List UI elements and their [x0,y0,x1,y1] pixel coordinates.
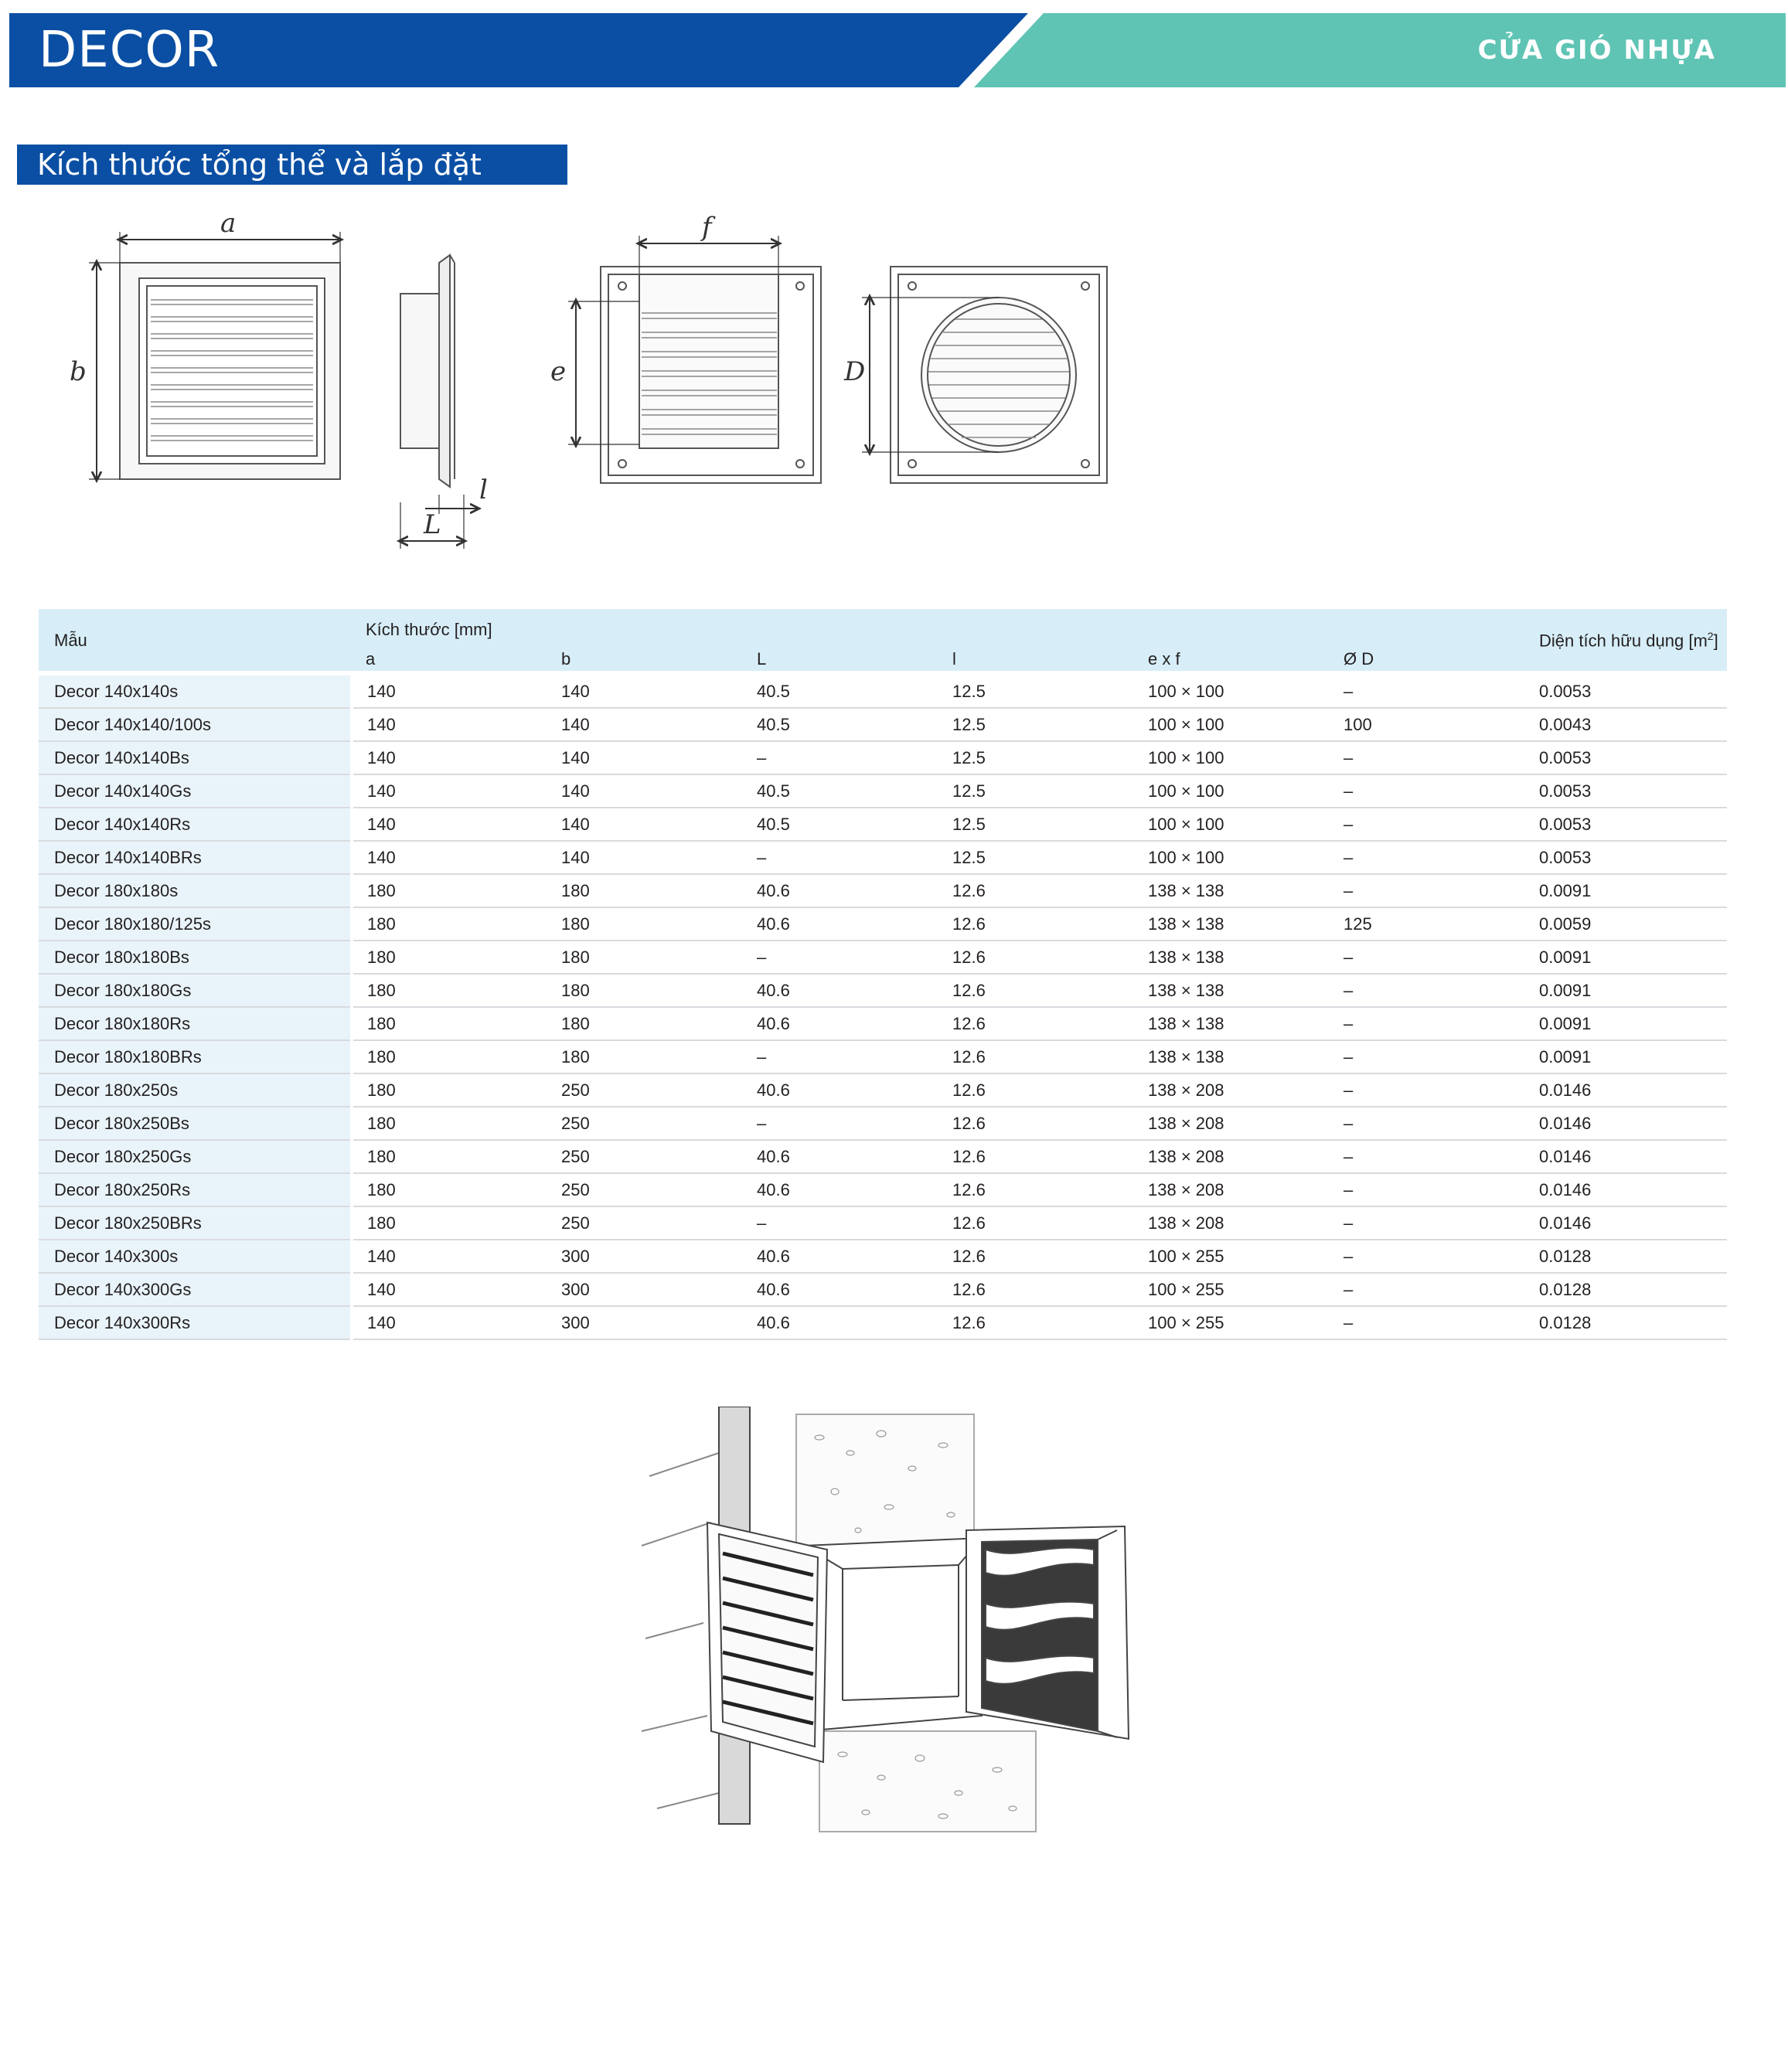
cell-d: 100 [1330,708,1525,741]
dim-label-a: a [220,209,237,239]
table-row [39,808,1727,841]
cell-a: 180 [352,1173,547,1206]
cell-L: 40.6 [743,1173,938,1206]
cell-L: 40.6 [743,907,938,941]
col-header-area-sup: 2 [1707,630,1714,643]
cell-a: 180 [352,1206,547,1240]
cell-L: 40.6 [743,974,938,1007]
cell-d: – [1330,774,1525,808]
cell-area: 0.0146 [1525,1107,1727,1140]
table-row [39,907,1727,941]
cell-model: Decor 180x250Bs [39,1107,352,1140]
cell-model: Decor 140x140BRs [39,841,352,874]
table-row [39,708,1727,741]
cell-a: 140 [352,841,547,874]
cell-a: 140 [352,708,547,741]
cell-d: – [1330,841,1525,874]
cell-model: Decor 140x140Bs [39,741,352,774]
cell-d: – [1330,1140,1525,1173]
cell-model: Decor 180x180Bs [39,941,352,974]
col-header-group: Kích thước [mm] [366,620,492,639]
col-header-area-close: ] [1713,631,1718,651]
cell-area: 0.0146 [1525,1206,1727,1240]
cell-L: 40.6 [743,874,938,907]
cell-area: 0.0053 [1525,808,1727,841]
col-header-l: l [952,649,956,669]
cell-exf: 100 × 255 [1134,1306,1330,1339]
cell-L: 40.5 [743,808,938,841]
col-header-a: a [366,649,376,669]
cell-a: 140 [352,808,547,841]
cell-L: 40.5 [743,774,938,808]
dim-label-l: l [479,475,488,505]
cell-a: 180 [352,907,547,941]
cell-L: 40.6 [743,1007,938,1040]
cell-area: 0.0091 [1525,941,1727,974]
cell-d: – [1330,1306,1525,1339]
cell-area: 0.0146 [1525,1073,1727,1107]
table-row [39,1140,1727,1173]
cell-model: Decor 140x300Rs [39,1306,352,1339]
cell-b: 250 [547,1107,743,1140]
col-header-L: L [757,649,767,669]
table-row [39,673,1727,708]
table-row [39,741,1727,774]
cell-b: 180 [547,1007,743,1040]
table-row [39,841,1727,874]
cell-d: – [1330,974,1525,1007]
cell-area: 0.0128 [1525,1306,1727,1339]
cell-area: 0.0091 [1525,874,1727,907]
table-header [39,609,1727,673]
cell-area: 0.0146 [1525,1140,1727,1173]
dim-label-b: b [70,356,87,387]
cell-l: 12.6 [938,874,1134,907]
cell-a: 140 [352,1306,547,1339]
cell-l: 12.6 [938,907,1134,941]
cell-model: Decor 140x300s [39,1240,352,1273]
cell-l: 12.5 [938,708,1134,741]
cell-exf: 138 × 208 [1134,1173,1330,1206]
section-title-bar [17,145,567,185]
cell-L: 40.6 [743,1240,938,1273]
section-title: Kích thước tổng thể và lắp đặt [37,148,482,182]
cell-a: 140 [352,1273,547,1306]
cell-L: – [743,841,938,874]
round-view-drawing [862,267,1107,483]
cell-exf: 138 × 138 [1134,874,1330,907]
cell-l: 12.6 [938,1040,1134,1073]
header-banner [9,13,1786,87]
cell-l: 12.5 [938,841,1134,874]
cell-a: 180 [352,1007,547,1040]
cell-b: 300 [547,1306,743,1339]
cell-area: 0.0053 [1525,774,1727,808]
cell-l: 12.6 [938,1306,1134,1339]
cell-a: 140 [352,1240,547,1273]
cell-area: 0.0128 [1525,1273,1727,1306]
cell-b: 250 [547,1173,743,1206]
cell-l: 12.5 [938,741,1134,774]
cell-exf: 138 × 208 [1134,1107,1330,1140]
table-body [39,673,1727,1339]
cell-l: 12.6 [938,974,1134,1007]
cell-b: 140 [547,673,743,708]
table-row [39,1206,1727,1240]
col-header-area-text: Diện tích hữu dụng [m [1539,631,1708,651]
cell-l: 12.6 [938,1273,1134,1306]
cell-b: 180 [547,907,743,941]
installation-svg [634,1407,1136,1839]
table-row [39,1040,1727,1073]
cell-d: – [1330,1040,1525,1073]
cell-b: 140 [547,808,743,841]
cell-model: Decor 180x180Rs [39,1007,352,1040]
cell-l: 12.6 [938,941,1134,974]
col-header-b: b [561,649,571,669]
cell-L: 40.6 [743,1140,938,1173]
cell-l: 12.5 [938,808,1134,841]
cell-exf: 138 × 208 [1134,1140,1330,1173]
cell-L: 40.6 [743,1306,938,1339]
cell-L: 40.6 [743,1273,938,1306]
cell-b: 140 [547,841,743,874]
cell-d: – [1330,941,1525,974]
cell-d: 125 [1330,907,1525,941]
cell-model: Decor 180x180Gs [39,974,352,1007]
page-title: DECOR [39,22,220,79]
cell-b: 140 [547,708,743,741]
cell-a: 180 [352,941,547,974]
cell-b: 140 [547,774,743,808]
cell-b: 180 [547,974,743,1007]
cell-l: 12.5 [938,673,1134,708]
cell-l: 12.6 [938,1007,1134,1040]
table-row [39,1240,1727,1273]
table-row [39,974,1727,1007]
cell-model: Decor 140x300Gs [39,1273,352,1306]
cell-d: – [1330,741,1525,774]
cell-d: – [1330,673,1525,708]
cell-d: – [1330,1173,1525,1206]
rear-view-drawing [568,236,821,483]
cell-exf: 100 × 100 [1134,774,1330,808]
cell-exf: 100 × 100 [1134,808,1330,841]
table-row [39,774,1727,808]
installation-illustration [634,1407,1136,1839]
cell-a: 180 [352,1140,547,1173]
cell-l: 12.6 [938,1173,1134,1206]
table-row [39,1173,1727,1206]
cell-model: Decor 180x250Gs [39,1140,352,1173]
cell-exf: 100 × 100 [1134,841,1330,874]
cell-L: 40.5 [743,673,938,708]
cell-l: 12.5 [938,774,1134,808]
cell-l: 12.6 [938,1240,1134,1273]
cell-area: 0.0091 [1525,974,1727,1007]
cell-area: 0.0053 [1525,841,1727,874]
cell-L: – [743,741,938,774]
cell-L: – [743,941,938,974]
front-view-drawing [89,232,340,479]
spec-table [39,609,1727,1340]
cell-area: 0.0146 [1525,1173,1727,1206]
table-row [39,1007,1727,1040]
table-row [39,1107,1727,1140]
cell-b: 180 [547,941,743,974]
cell-d: – [1330,1007,1525,1040]
cell-exf: 100 × 100 [1134,673,1330,708]
category-label: CỬA GIÓ NHỰA [1477,35,1716,66]
table-row [39,1306,1727,1339]
col-header-exf: e x f [1148,649,1180,669]
col-header-area [1525,609,1727,673]
side-view-drawing [400,255,478,549]
cell-b: 180 [547,1040,743,1073]
cell-model: Decor 180x180s [39,874,352,907]
cell-model: Decor 180x250BRs [39,1206,352,1240]
cell-b: 250 [547,1073,743,1107]
cell-b: 300 [547,1273,743,1306]
cell-exf: 138 × 138 [1134,1040,1330,1073]
cell-exf: 138 × 208 [1134,1073,1330,1107]
cell-l: 12.6 [938,1107,1134,1140]
cell-a: 140 [352,673,547,708]
table-row [39,874,1727,907]
cell-d: – [1330,1107,1525,1140]
cell-model: Decor 140x140s [39,673,352,708]
table-row [39,1273,1727,1306]
cell-model: Decor 180x180/125s [39,907,352,941]
cell-b: 250 [547,1206,743,1240]
cell-area: 0.0059 [1525,907,1727,941]
table-row [39,1073,1727,1107]
cell-a: 180 [352,974,547,1007]
cell-a: 140 [352,741,547,774]
dimension-drawings [54,209,1136,556]
cell-area: 0.0128 [1525,1240,1727,1273]
cell-d: – [1330,874,1525,907]
drawings-svg [54,209,1136,556]
cell-L: 40.5 [743,708,938,741]
cell-area: 0.0091 [1525,1040,1727,1073]
cell-model: Decor 180x250Rs [39,1173,352,1206]
cell-exf: 138 × 208 [1134,1206,1330,1240]
cell-L: – [743,1040,938,1073]
col-header-d: Ø D [1344,649,1374,669]
cell-l: 12.6 [938,1140,1134,1173]
cell-b: 300 [547,1240,743,1273]
cell-d: – [1330,1273,1525,1306]
dim-label-D: D [844,356,866,387]
cell-exf: 138 × 138 [1134,974,1330,1007]
cell-a: 180 [352,1107,547,1140]
cell-model: Decor 140x140Rs [39,808,352,841]
cell-L: – [743,1206,938,1240]
cell-a: 140 [352,774,547,808]
dim-label-L: L [424,509,441,540]
cell-model: Decor 140x140Gs [39,774,352,808]
cell-exf: 100 × 100 [1134,708,1330,741]
cell-exf: 100 × 255 [1134,1240,1330,1273]
cell-exf: 138 × 138 [1134,907,1330,941]
cell-L: – [743,1107,938,1140]
cell-d: – [1330,1206,1525,1240]
dim-label-e: e [550,356,567,387]
cell-exf: 138 × 138 [1134,1007,1330,1040]
cell-b: 180 [547,874,743,907]
cell-area: 0.0091 [1525,1007,1727,1040]
cell-area: 0.0053 [1525,741,1727,774]
col-header-model: Mẫu [54,631,87,650]
cell-d: – [1330,1240,1525,1273]
cell-exf: 100 × 100 [1134,741,1330,774]
cell-d: – [1330,1073,1525,1107]
cell-l: 12.6 [938,1206,1134,1240]
cell-model: Decor 180x250s [39,1073,352,1107]
cell-b: 140 [547,741,743,774]
cell-L: 40.6 [743,1073,938,1107]
cell-l: 12.6 [938,1073,1134,1107]
cell-a: 180 [352,1040,547,1073]
cell-area: 0.0053 [1525,673,1727,708]
cell-model: Decor 140x140/100s [39,708,352,741]
cell-d: – [1330,808,1525,841]
table-row [39,941,1727,974]
cell-exf: 138 × 138 [1134,941,1330,974]
cell-a: 180 [352,874,547,907]
cell-exf: 100 × 255 [1134,1273,1330,1306]
dim-label-f: f [702,212,712,243]
cell-model: Decor 180x180BRs [39,1040,352,1073]
cell-b: 250 [547,1140,743,1173]
cell-a: 180 [352,1073,547,1107]
cell-area: 0.0043 [1525,708,1727,741]
